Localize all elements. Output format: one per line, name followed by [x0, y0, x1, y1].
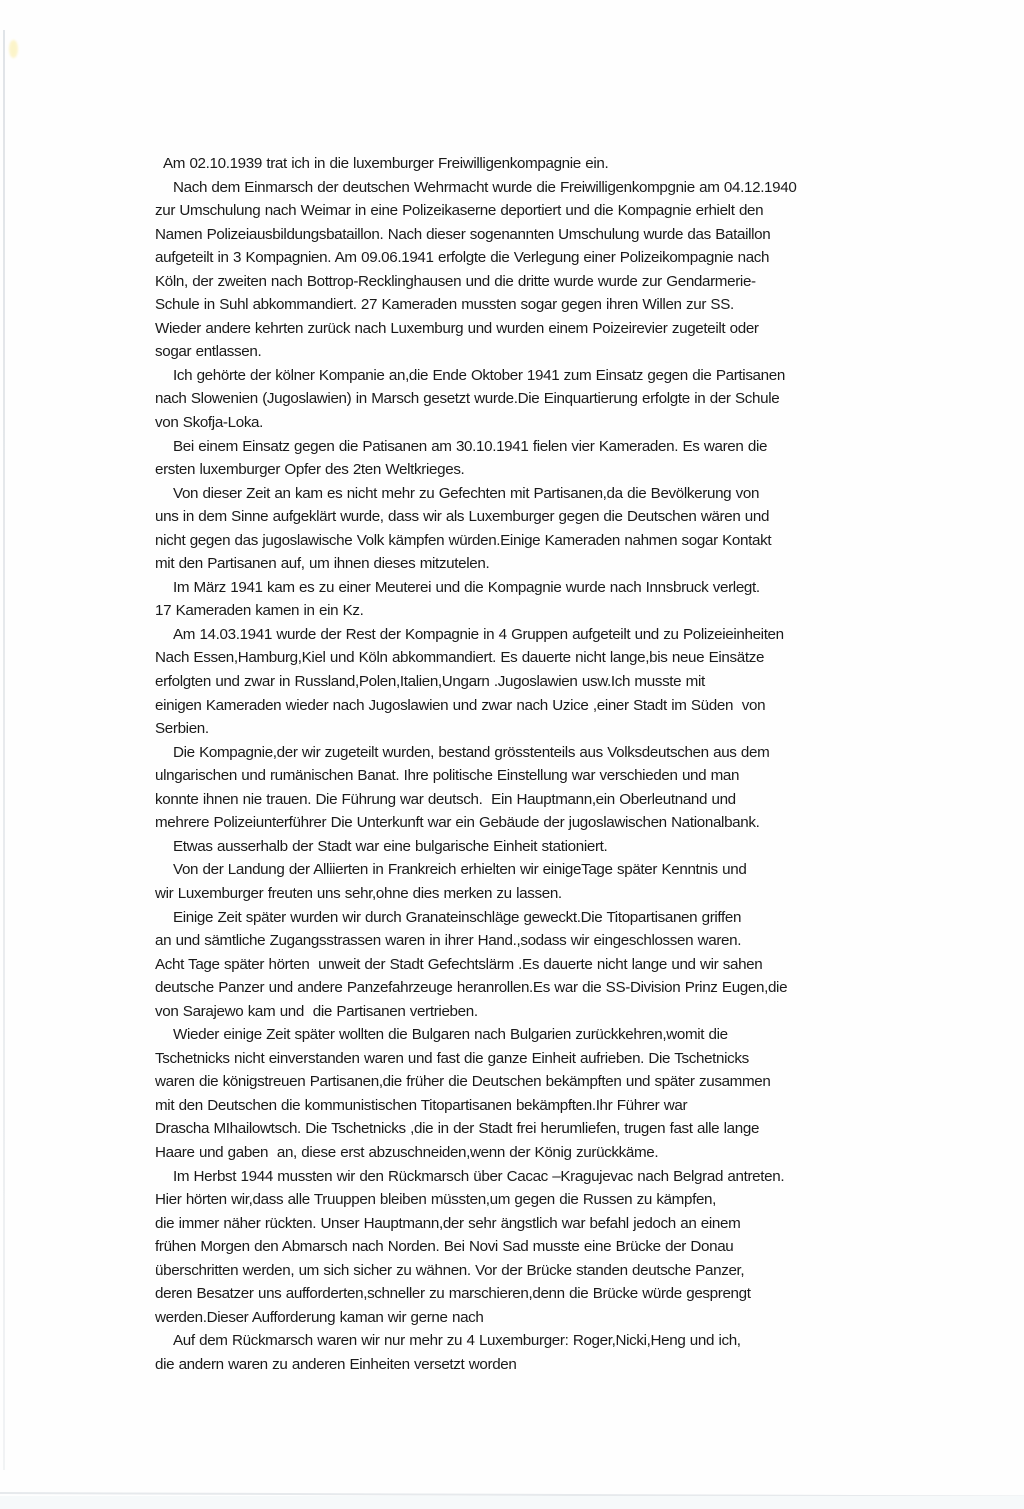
text-line: uns in dem Sinne aufgeklärt wurde, dass wir als Luxemburger gegen die Deutschen wären und — [155, 508, 770, 526]
paragraph-first-line: Auf dem Rückmarsch waren wir nur mehr zu 4 Luxemburger: Roger,Nicki,Heng und ich, — [173, 1332, 741, 1350]
document-body — [155, 152, 955, 1376]
text-line: Schule in Suhl abkommandiert. 27 Kameraden mussten sogar gegen ihren Willen zur SS. — [155, 296, 734, 314]
text-line: Acht Tage später hörten unweit der Stadt Gefechtslärm .Es dauerte nicht lange und wir sahen — [155, 955, 763, 973]
scan-stain-mark — [9, 40, 18, 58]
text-line: mit den Partisanen auf, um ihnen dieses mitzutelen. — [155, 555, 490, 573]
text-line: Tschetnicks nicht einverstanden waren und fast die ganze Einheit aufrieben. Die Tschetnicks — [155, 1049, 749, 1067]
text-line: ulngarischen und rumänischen Banat. Ihre politische Einstellung war verschieden und man — [155, 767, 740, 785]
text-line: Wieder andere kehrten zurück nach Luxemburg und wurden einem Poizeirevier zugeteilt oder — [155, 319, 759, 337]
text-line: nicht gegen das jugoslawische Volk kämpfen würden.Einige Kameraden nahmen sogar Kontakt — [155, 531, 772, 549]
text-line: überschritten werden, um sich sicher zu wähnen. Vor der Brücke standen deutsche Panzer, — [155, 1261, 745, 1279]
text-line: Haare und gaben an, diese erst abzuschneiden,wenn der König zurückkäme. — [155, 1143, 659, 1161]
paragraph-first-line: Nach dem Einmarsch der deutschen Wehrmacht wurde die Freiwilligenkompgnie am 04.12.1940 — [173, 178, 797, 196]
text-line: von Sarajewo kam und die Partisanen vertrieben. — [155, 1002, 478, 1020]
text-line: die immer näher rückten. Unser Hauptmann,der sehr ängstlich war befahl jedoch an einem — [155, 1214, 741, 1232]
paragraph-first-line: Ich gehörte der kölner Kompanie an,die Ende Oktober 1941 zum Einsatz gegen die Partisanen — [173, 366, 785, 384]
scan-edge-left — [3, 30, 5, 1470]
text-line: sogar entlassen. — [155, 343, 262, 361]
paragraph-first-line: Die Kompagnie,der wir zugeteilt wurden, bestand grösstenteils aus Volksdeutschen aus dem — [173, 743, 770, 761]
paragraph-first-line: Einige Zeit später wurden wir durch Granateinschläge geweckt.Die Titopartisanen griffen — [173, 908, 742, 926]
text-line: Namen Polizeiausbildungsbataillon. Nach dieser sogenannten Umschulung wurde das Bataillon — [155, 225, 771, 243]
text-line: deren Besatzer uns aufforderten,schneller zu marschieren,denn die Brücke würde gesprengt — [155, 1285, 751, 1303]
text-line: die andern waren zu anderen Einheiten versetzt worden — [155, 1355, 517, 1373]
paragraph-first-line: Wieder einige Zeit später wollten die Bulgaren nach Bulgarien zurückkehren,womit die — [173, 1026, 728, 1044]
text-line: werden.Dieser Aufforderung kaman wir gerne nach — [155, 1308, 484, 1326]
text-line: einigen Kameraden wieder nach Jugoslawien und zwar nach Uzice ,einer Stadt im Süden von — [155, 696, 766, 714]
paragraph-first-line: Am 02.10.1939 trat ich in die luxemburger Freiwilligenkompagnie ein. — [163, 155, 609, 172]
text-line: aufgeteilt in 3 Kompagnien. Am 09.06.1941 erfolgte die Verlegung einer Polizeikompagnie nach — [155, 249, 770, 267]
text-line: konnte ihnen nie trauen. Die Führung war deutsch. Ein Hauptmann,ein Oberleutnand und — [155, 790, 736, 808]
paragraph-first-line: Von der Landung der Alliierten in Frankreich erhielten wir einigeTage später Kenntnis und — [173, 861, 747, 879]
text-line: deutsche Panzer und andere Panzefahrzeuge heranrollen.Es war die SS-Division Prinz Eugen,die — [155, 979, 788, 997]
text-line: an und sämtliche Zugangsstrassen waren in ihrer Hand.,sodass wir eingeschlossen waren. — [155, 932, 742, 950]
paragraph-first-line: Etwas ausserhalb der Stadt war eine bulgarische Einheit stationiert. — [173, 837, 608, 855]
text-line: Serbien. — [155, 720, 209, 738]
paragraph-first-line: Bei einem Einsatz gegen die Patisanen am 30.10.1941 fielen vier Kameraden. Es waren die — [173, 437, 768, 455]
text-line: frühen Morgen den Abmarsch nach Norden. Bei Novi Sad musste eine Brücke der Donau — [155, 1238, 734, 1256]
text-line: Köln, der zweiten nach Bottrop-Recklinghausen und die dritte wurde wurde zur Gendarmerie- — [155, 272, 756, 290]
text-line: zur Umschulung nach Weimar in eine Polizeikaserne deportiert und die Kompagnie erhielt den — [155, 202, 764, 220]
text-line: von Skofja-Loka. — [155, 414, 264, 432]
paragraph-first-line: Am 14.03.1941 wurde der Rest der Kompagnie in 4 Gruppen aufgeteilt und zu Polizeieinheiten — [173, 625, 784, 643]
text-line: 17 Kameraden kamen in ein Kz. — [155, 602, 364, 620]
text-line: mehrere Polizeiunterführer Die Unterkunft war ein Gebäude der jugoslawischen Nationalbank. — [155, 814, 760, 832]
text-line: ersten luxemburger Opfer des 2ten Weltkrieges. — [155, 461, 465, 479]
text-line: erfolgten und zwar in Russland,Polen,Italien,Ungarn .Jugoslawien usw.Ich musste mit — [155, 673, 705, 691]
text-line: Hier hörten wir,dass alle Truuppen bleiben müssten,um gegen die Russen zu kämpfen, — [155, 1191, 717, 1209]
text-line: Nach Essen,Hamburg,Kiel und Köln abkommandiert. Es dauerte nicht lange,bis neue Einsätze — [155, 649, 765, 667]
scan-bottom-margin — [0, 1496, 1024, 1509]
text-line: mit den Deutschen die kommunistischen Titopartisanen bekämpften.Ihr Führer war — [155, 1096, 688, 1114]
paragraph-first-line: Von dieser Zeit an kam es nicht mehr zu Gefechten mit Partisanen,da die Bevölkerung von — [173, 484, 760, 502]
text-line: nach Slowenien (Jugoslawien) in Marsch gesetzt wurde.Die Einquartierung erfolgte in der Schule — [155, 390, 780, 408]
paragraph-first-line: Im Herbst 1944 mussten wir den Rückmarsch über Cacac –Kragujevac nach Belgrad antreten. — [173, 1167, 785, 1185]
paragraph-first-line: Im März 1941 kam es zu einer Meuterei und die Kompagnie wurde nach Innsbruck verlegt. — [173, 578, 760, 596]
text-line: wir Luxemburger freuten uns sehr,ohne dies merken zu lassen. — [155, 884, 562, 902]
text-line: waren die königstreuen Partisanen,die früher die Deutschen bekämpften und später zusammen — [155, 1073, 771, 1091]
text-line: Drascha MIhailowtsch. Die Tschetnicks ,die in der Stadt frei herumliefen, trugen fast alle lange — [155, 1120, 760, 1138]
